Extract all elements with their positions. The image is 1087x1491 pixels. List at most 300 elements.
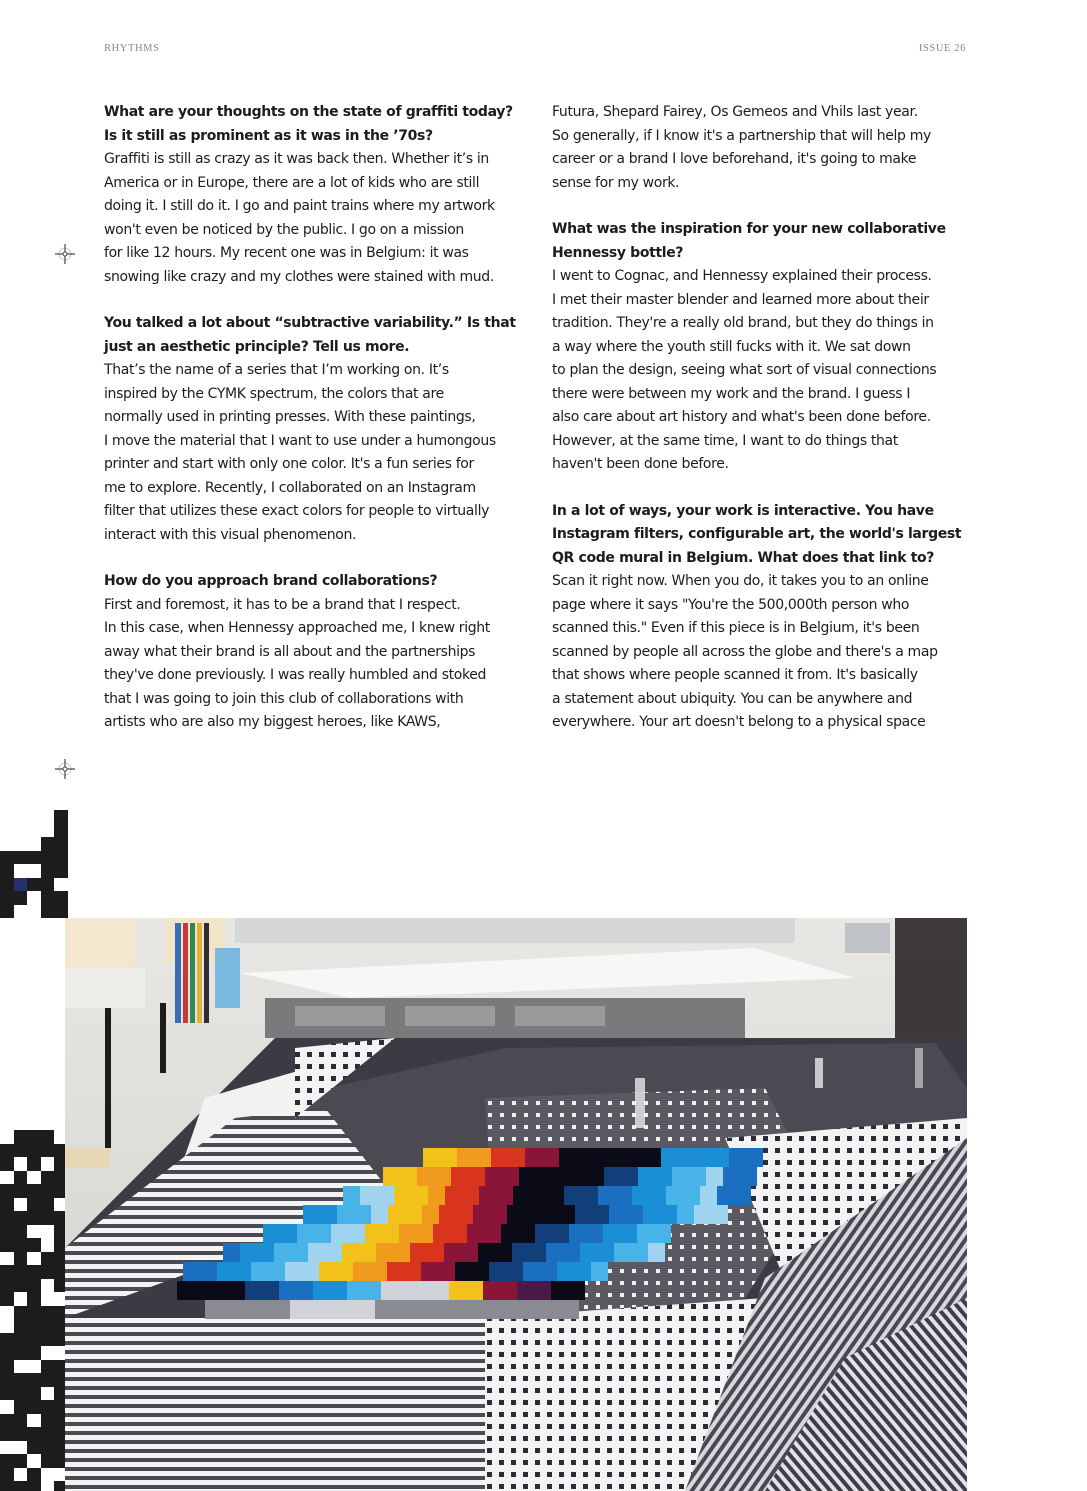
mosaic-pixel [330,1281,347,1300]
mosaic-pixel [562,1300,579,1319]
mosaic-pixel [251,1262,268,1281]
pixel-cell [14,1225,28,1239]
pixel-cell [54,851,68,865]
mosaic-pixel [614,1243,631,1262]
pixel-cell [0,1346,14,1360]
interview-question: What was the inspiration for your new collaborative Hennessy bottle? [552,221,946,261]
pixel-cell [27,1130,41,1144]
mosaic-pixel [337,1205,354,1224]
mosaic-pixel [177,1281,194,1300]
pixel-cell [0,1468,14,1482]
mosaic-pixel [666,1186,683,1205]
mosaic-pixel [683,1186,700,1205]
mosaic-pixel [517,1281,534,1300]
pixel-cell [27,1144,41,1158]
mosaic-pixel [638,1167,655,1186]
pixel-cell [14,1427,28,1441]
mosaic-pixel [290,1300,307,1319]
pixel-cell [27,1198,41,1212]
mosaic-pixel [506,1262,523,1281]
mosaic-pixel [183,1262,200,1281]
mosaic-pixel [353,1262,370,1281]
mosaic-pixel [717,1186,734,1205]
mosaic-pixel [740,1167,757,1186]
mosaic-pixel [501,1224,518,1243]
mosaic-pixel [302,1262,319,1281]
mosaic-pixel [314,1224,331,1243]
article-column-left [104,101,524,758]
pixel-cell [27,1211,41,1225]
pixel-cell [0,1157,14,1171]
interview-question: You talked a lot about “subtractive variability.” Is that just an aesthetic principle? Tell us more. [104,315,516,355]
pixel-cell [27,1157,41,1171]
mosaic-pixel [677,1205,694,1224]
pixel-cell [0,891,14,905]
pixel-cell [27,1279,41,1293]
mosaic-pixel [541,1205,558,1224]
mosaic-pixel [553,1167,570,1186]
pixel-cell [14,1306,28,1320]
mosaic-pixel [678,1148,695,1167]
mosaic-pixel [428,1186,445,1205]
mosaic-pixel [587,1167,604,1186]
mosaic-pixel [440,1148,457,1167]
mosaic-pixel [519,1167,536,1186]
mosaic-pixel [387,1262,404,1281]
mosaic-pixel [597,1243,614,1262]
pixel-cell [27,1468,41,1482]
pixel-cell [27,1184,41,1198]
pixel-cell [14,1130,28,1144]
mosaic-pixel [417,1167,434,1186]
pixel-cell [27,1373,41,1387]
mosaic-pixel [581,1186,598,1205]
pixel-cell [27,1319,41,1333]
mosaic-pixel [729,1148,746,1167]
mosaic-pixel [358,1300,375,1319]
pixel-cell [54,824,68,838]
pixel-cell [14,1373,28,1387]
mosaic-pixel [280,1224,297,1243]
mosaic-pixel [450,1224,467,1243]
mosaic-pixel [734,1186,751,1205]
pixel-cell [0,1333,14,1347]
running-head-issue: ISSUE 26 [918,43,966,54]
mosaic-pixel [324,1300,341,1319]
mosaic-pixel [655,1167,672,1186]
mosaic-pixel [460,1300,477,1319]
pixel-cell [0,1387,14,1401]
pixel-cell [14,1319,28,1333]
mosaic-pixel [416,1224,433,1243]
mosaic-pixel [746,1148,763,1167]
pixel-cell [41,1265,55,1279]
pixel-cell [0,1292,14,1306]
mosaic-pixel [200,1262,217,1281]
mosaic-pixel [661,1148,678,1167]
pixel-cell [14,1265,28,1279]
mosaic-pixel [534,1281,551,1300]
pixel-cell [27,1427,41,1441]
mosaic-pixel [604,1167,621,1186]
pixel-cell [14,878,28,892]
running-head-section: RHYTHMS [104,43,160,54]
pixel-cell [41,1306,55,1320]
mosaic-pixel [489,1262,506,1281]
mosaic-pixel [364,1281,381,1300]
mosaic-pixel [592,1205,609,1224]
pixel-cell [14,1144,28,1158]
mosaic-pixel [631,1243,648,1262]
mosaic-pixel [547,1186,564,1205]
mosaic-pixel [477,1300,494,1319]
pixel-cell [27,1238,41,1252]
mosaic-pixel [228,1281,245,1300]
pixel-cell [0,1373,14,1387]
pixel-cell [0,1225,14,1239]
pixel-cell [27,1441,41,1455]
mosaic-pixel [285,1262,302,1281]
registration-mark-icon [54,243,76,265]
mosaic-pixel [392,1300,409,1319]
mosaic-pixel [468,1167,485,1186]
pixel-cell [14,1454,28,1468]
mosaic-pixel [262,1281,279,1300]
mosaic-pixel [551,1281,568,1300]
mosaic-pixel [649,1186,666,1205]
mosaic-pixel [502,1167,519,1186]
pixel-cell [0,1211,14,1225]
mosaic-pixel [347,1281,364,1300]
mosaic-pixel [296,1281,313,1300]
mosaic-pixel [455,1262,472,1281]
mosaic-pixel [381,1281,398,1300]
pixel-cell [41,1400,55,1414]
mosaic-pixel [343,1186,360,1205]
mosaic-pixel [518,1224,535,1243]
mosaic-pixel [672,1167,689,1186]
pixel-pattern-decoration [0,1130,66,1491]
mosaic-pixel [263,1224,280,1243]
mosaic-pixel [610,1148,627,1167]
mosaic-pixel [546,1243,563,1262]
mosaic-pixel [411,1186,428,1205]
mosaic-pixel [211,1281,228,1300]
artwork-photo [65,918,967,1491]
mosaic-pixel [376,1243,393,1262]
pixel-cell [0,1454,14,1468]
pixel-cell [0,1265,14,1279]
mosaic-pixel [444,1243,461,1262]
pixel-cell [14,1481,28,1491]
mosaic-pixel [382,1224,399,1243]
mosaic-pixel [712,1148,729,1167]
mosaic-pixel [490,1205,507,1224]
mosaic-pixel [297,1224,314,1243]
pixel-cell [41,1414,55,1428]
mosaic-pixel [575,1205,592,1224]
pixel-cell [27,851,41,865]
pixel-cell [0,1184,14,1198]
mosaic-pixel [279,1281,296,1300]
mosaic-pixel [570,1167,587,1186]
interview-answer: Graffiti is still as crazy as it was back then. Whether it’s in America or in Europe, there are a lot of kids who are still doing it. I still do it. I go and paint trains where my artwork won't even be noticed by the public. I go on a mission for like 12 hours. My recent one was in Belgium: it was snowing like crazy and my clothes were stained with mud. [104,151,495,285]
pixel-cell [27,1292,41,1306]
mosaic-pixel [222,1300,239,1319]
pixel-cell [41,1198,55,1212]
mosaic-pixel [540,1262,557,1281]
mosaic-pixel [404,1262,421,1281]
mosaic-pixel [427,1243,444,1262]
pixel-cell [14,1333,28,1347]
pixel-cell [41,1441,55,1455]
mosaic-pixel [375,1300,392,1319]
mosaic-pixel [421,1262,438,1281]
mosaic-pixel [433,1224,450,1243]
qa-block [104,101,524,289]
pixel-cell [14,1184,28,1198]
mosaic-pixel [319,1262,336,1281]
mosaic-pixel [341,1300,358,1319]
mosaic-pixel [359,1243,376,1262]
pixel-cell [27,1481,41,1491]
pixel-cell [27,1387,41,1401]
mosaic-pixel [325,1243,342,1262]
mosaic-pixel [654,1224,671,1243]
pixel-cell [0,1279,14,1293]
pixel-cell [41,1144,55,1158]
pixel-cell [14,1400,28,1414]
mosaic-pixel [643,1205,660,1224]
mosaic-pixel [524,1205,541,1224]
mosaic-pixel [474,1148,491,1167]
mosaic-pixel [542,1148,559,1167]
mosaic-pixel [494,1300,511,1319]
mosaic-pixel [342,1243,359,1262]
registration-mark-icon [54,758,76,780]
mosaic-pixel [472,1262,489,1281]
mosaic-pixel [591,1262,608,1281]
pixel-cell [41,1360,55,1374]
mosaic-pixel [479,1186,496,1205]
mosaic-pixel [217,1262,234,1281]
pixel-cell [41,891,55,905]
pixel-cell [41,1252,55,1266]
mosaic-pixel [443,1300,460,1319]
pixel-cell [27,1306,41,1320]
pixel-cell [41,1211,55,1225]
mosaic-pixel [598,1186,615,1205]
mosaic-pixel [371,1205,388,1224]
mosaic-pixel [457,1148,474,1167]
mosaic-pixel [239,1300,256,1319]
mosaic-pixel [320,1205,337,1224]
pixel-cell [41,1171,55,1185]
article-column-right [552,101,972,758]
mosaic-pixel [706,1167,723,1186]
mosaic-pixel [313,1281,330,1300]
interview-question: In a lot of ways, your work is interactive. You have Instagram filters, configurable art, the world's largest QR code mural in Belgium. What does that link to? [552,502,962,566]
mosaic-pixel [399,1224,416,1243]
mosaic-pixel [426,1300,443,1319]
mosaic-pixel [569,1224,586,1243]
mosaic-pixel [439,1205,456,1224]
pixel-cell [41,878,55,892]
mosaic-pixel [256,1300,273,1319]
pixel-cell [41,905,55,919]
interview-answer: I went to Cognac, and Hennessy explained their process. I met their master blender and learned more about their tradition. They're a really old brand, but they do things in a way where the youth still fucks with it. We sat down to plan the design, seeing what sort of visual connections there were between my work and the brand. I guess I also care about art history and what's been done before. However, at the same time, I want to do things that haven't been done before. [552,268,937,472]
pixel-cell [14,1346,28,1360]
mosaic-pixel [336,1262,353,1281]
mosaic-pixel [445,1186,462,1205]
pixel-cell [0,1360,14,1374]
mosaic-pixel [552,1224,569,1243]
mosaic-pixel [530,1186,547,1205]
mosaic-pixel [422,1205,439,1224]
mosaic-pixel [626,1205,643,1224]
pixel-pattern-decoration [0,810,66,918]
mosaic-pixel [558,1205,575,1224]
mosaic-pixel [529,1243,546,1262]
mosaic-pixel [388,1205,405,1224]
mosaic-pixel [711,1205,728,1224]
pixel-cell [41,1454,55,1468]
mosaic-pixel [536,1167,553,1186]
pixel-cell [41,1373,55,1387]
mosaic-pixel [398,1281,415,1300]
pixel-cell [41,837,55,851]
mosaic-pixel [467,1224,484,1243]
pixel-cell [41,1184,55,1198]
pixel-cell [54,837,68,851]
mosaic-pixel [694,1205,711,1224]
pixel-cell [27,1333,41,1347]
mosaic-pixel [644,1148,661,1167]
mosaic-pixel [473,1205,490,1224]
mosaic-pixel [268,1262,285,1281]
pixel-cell [0,864,14,878]
mosaic-pixel [513,1186,530,1205]
mosaic-pixel [586,1224,603,1243]
pixel-cell [41,1130,55,1144]
mosaic-pixel [528,1300,545,1319]
mosaic-pixel [621,1167,638,1186]
pixel-cell [14,1252,28,1266]
mosaic-pixel [194,1281,211,1300]
mosaic-pixel [409,1300,426,1319]
interview-question: How do you approach brand collaborations? [104,573,438,589]
mosaic-pixel [593,1148,610,1167]
mosaic-pixel [557,1262,574,1281]
pixel-cell [14,1414,28,1428]
pixel-cell [14,1387,28,1401]
qa-block [104,312,524,547]
mosaic-pixel [568,1281,585,1300]
mosaic-pixel [564,1186,581,1205]
mosaic-pixel [377,1186,394,1205]
mosaic-pixel [576,1148,593,1167]
qa-block [104,570,524,735]
pixel-cell [14,1211,28,1225]
pixel-cell [0,905,14,919]
pixel-cell [14,1171,28,1185]
pixel-cell [0,1414,14,1428]
pixel-cell [54,905,68,919]
mosaic-pixel [415,1281,432,1300]
mosaic-pixel [689,1167,706,1186]
mosaic-pixel [559,1148,576,1167]
pixel-cell [14,1279,28,1293]
mosaic-pixel [620,1224,637,1243]
mosaic-pixel [274,1243,291,1262]
pixel-cell [27,1400,41,1414]
mosaic-pixel [637,1224,654,1243]
pixel-cell [41,851,55,865]
mosaic-pixel [627,1148,644,1167]
mosaic-pixel [495,1243,512,1262]
interview-answer: Scan it right now. When you do, it takes you to an online page where it says "You're the 500,000th person who scanned this." Even if this piece is in Belgium, it's been scanned by people all across the globe and there's a map that shows where people scanned it from. It's basically a statement about ubiquity. You can be anywhere and everywhere. Your art doesn't belong to a physical space [552,573,938,730]
mosaic-pixel [511,1300,528,1319]
mosaic-pixel [273,1300,290,1319]
mosaic-pixel [451,1167,468,1186]
mosaic-pixel [291,1243,308,1262]
mosaic-pixel [257,1243,274,1262]
mosaic-pixel [723,1167,740,1186]
mosaic-pixel [563,1243,580,1262]
mosaic-pixel [603,1224,620,1243]
mosaic-pixel [393,1243,410,1262]
mosaic-pixel [535,1224,552,1243]
mosaic-pixel [240,1243,257,1262]
mosaic-pixel [574,1262,591,1281]
mosaic-pixel [370,1262,387,1281]
mosaic-pixel [615,1186,632,1205]
mosaic-pixel [483,1281,500,1300]
mosaic-pixel [580,1243,597,1262]
pixel-cell [41,1319,55,1333]
mosaic-pixel [303,1205,320,1224]
mosaic-pixel [456,1205,473,1224]
qa-block [552,500,972,735]
pixel-cell [14,891,28,905]
mosaic-pixel [449,1281,466,1300]
qa-block [552,101,972,195]
mosaic-pixel [700,1186,717,1205]
mosaic-pixel [348,1224,365,1243]
pixel-cell [41,1333,55,1347]
pixel-cell [0,1198,14,1212]
pixel-cell [54,864,68,878]
mosaic-pixel [410,1243,427,1262]
mosaic-pixel [466,1281,483,1300]
mosaic-pixel [400,1167,417,1186]
mosaic-pixel [507,1205,524,1224]
mosaic-pixel [245,1281,262,1300]
mosaic-pixel [438,1262,455,1281]
pixel-cell [0,1144,14,1158]
interview-question: What are your thoughts on the state of graffiti today? Is it still as prominent as it was in the ’70s? [104,104,513,144]
mosaic-pixel [484,1224,501,1243]
mosaic-pixel [512,1243,529,1262]
mosaic-pixel [394,1186,411,1205]
interview-answer: Futura, Shepard Fairey, Os Gemeos and Vhils last year. So generally, if I know it's a partnership that will help my career or a brand I love beforehand, it's going to make sense for my work. [552,104,931,191]
mosaic-pixel [331,1224,348,1243]
mosaic-pixel [478,1243,495,1262]
mosaic-pixel [223,1243,240,1262]
mosaic-pixel [405,1205,422,1224]
mosaic-pixel [365,1224,382,1243]
mosaic-pixel [523,1262,540,1281]
